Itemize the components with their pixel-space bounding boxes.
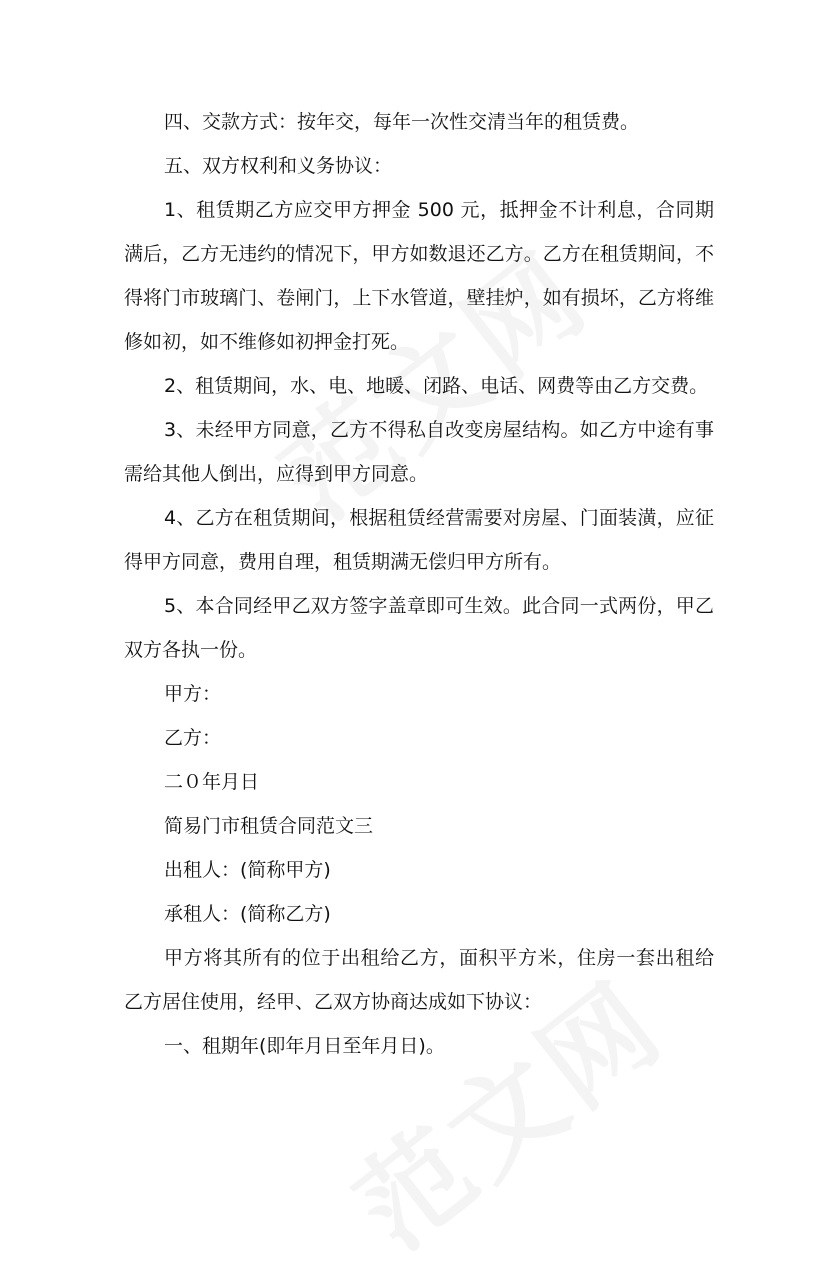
party-b-signature: 乙方： <box>164 727 222 749</box>
signing-date: 二０年月日 <box>164 771 260 793</box>
lessor-line: 出租人：(简称甲方) <box>164 859 331 881</box>
deposit-clause: 1、租赁期乙方应交甲方押金 500 元，抵押金不计利息，合同期满后，乙方无违约的情况下，甲方如数退还乙方。乙方在租赁期间，不得将门市玻璃门、卷闸门，上下水管道，壁挂炉，如有损坏，乙方将维修如初，如不维修如初押金打死。 <box>124 199 714 353</box>
lessee-line: 承租人：(简称乙方) <box>164 903 331 925</box>
document-body <box>124 100 714 1068</box>
effectiveness-clause: 5、本合同经甲乙双方签字盖章即可生效。此合同一式两份，甲乙双方各执一份。 <box>124 595 714 661</box>
rights-obligations-heading: 五、双方权利和义务协议： <box>164 155 393 177</box>
decoration-clause: 4、乙方在租赁期间，根据租赁经营需要对房屋、门面装潢，应征得甲方同意，费用自理，租赁期满无偿归甲方所有。 <box>124 507 714 573</box>
payment-method-clause: 四、交款方式：按年交，每年一次性交清当年的租赁费。 <box>164 111 640 133</box>
party-a-signature: 甲方： <box>164 683 222 705</box>
structure-change-clause: 3、未经甲方同意，乙方不得私自改变房屋结构。如乙方中途有事需给其他人倒出，应得到甲方同意。 <box>124 419 714 485</box>
section-title: 简易门市租赁合同范文三 <box>164 815 374 837</box>
lease-term-clause: 一、租期年(即年月日至年月日)。 <box>164 1035 445 1057</box>
agreement-intro: 甲方将其所有的位于出租给乙方，面积平方米，住房一套出租给乙方居住使用，经甲、乙双方协商达成如下协议： <box>124 947 714 1013</box>
utilities-clause: 2、租赁期间，水、电、地暖、闭路、电话、网费等由乙方交费。 <box>164 375 709 397</box>
